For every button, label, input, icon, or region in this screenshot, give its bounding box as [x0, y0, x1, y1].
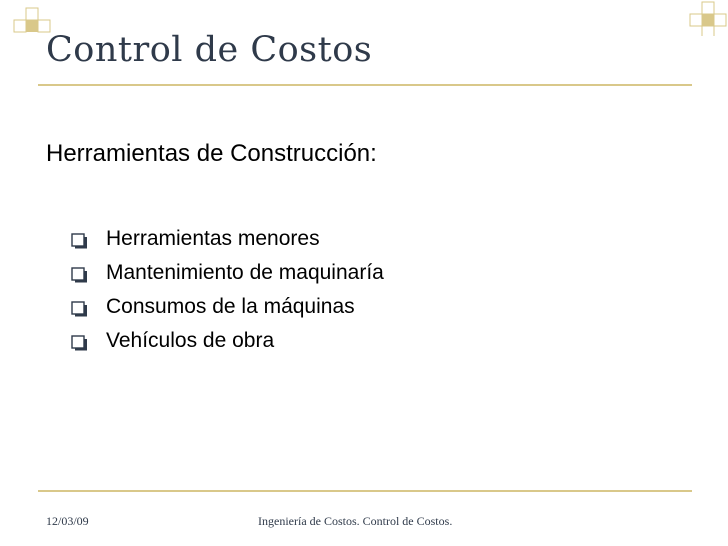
- square-bullet-icon: [70, 263, 90, 283]
- footer-date: 12/03/09: [46, 514, 89, 528]
- footer-divider: [38, 490, 692, 492]
- title-divider: [38, 84, 692, 86]
- section-heading: Herramientas de Construcción:: [46, 140, 377, 167]
- bullet-text: Herramientas menores: [106, 227, 320, 250]
- list-item: [70, 256, 384, 290]
- list-item: [70, 324, 384, 358]
- square-bullet-icon: [70, 331, 90, 351]
- footer-caption: Ingeniería de Costos. Control de Costos.: [258, 514, 453, 528]
- bullet-text: Consumos de la máquinas: [106, 295, 355, 318]
- slide-title: Control de Costos: [46, 30, 373, 70]
- list-item: [70, 222, 384, 256]
- square-bullet-icon: [70, 297, 90, 317]
- list-item: [70, 290, 384, 324]
- bullet-list: [70, 222, 384, 358]
- bullet-text: Mantenimiento de maquinaría: [106, 261, 384, 284]
- square-bullet-icon: [70, 229, 90, 249]
- bullet-text: Vehículos de obra: [106, 329, 275, 352]
